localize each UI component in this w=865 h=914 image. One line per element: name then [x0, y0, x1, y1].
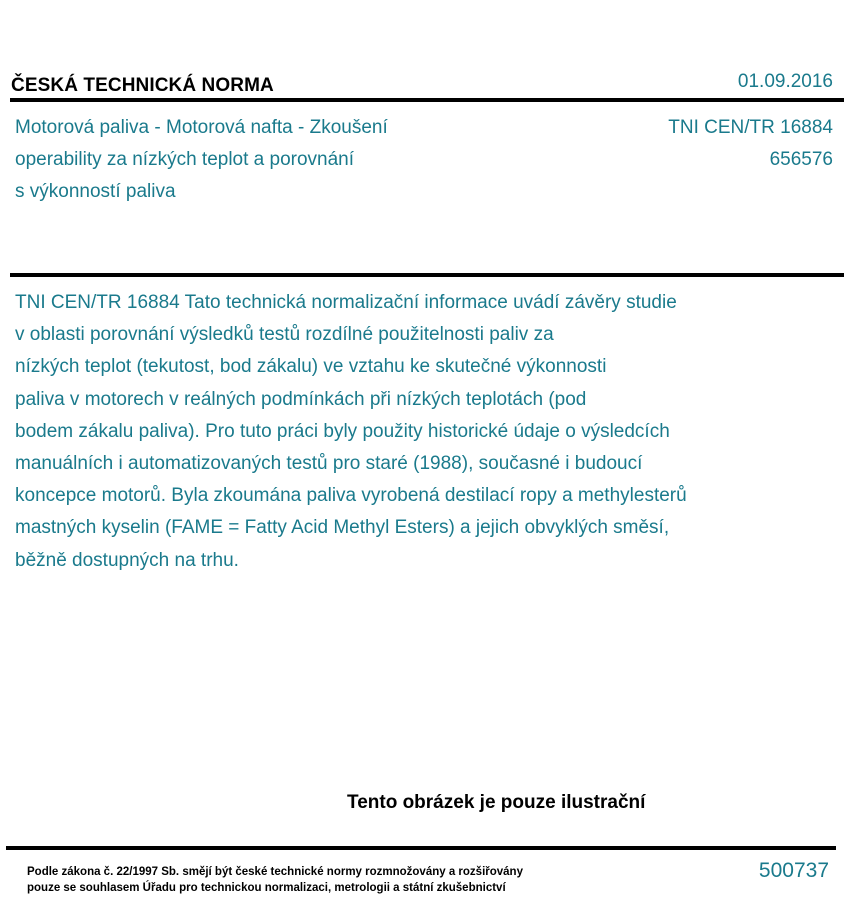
title-line-3: s výkonností paliva [15, 181, 176, 202]
section-rule [10, 273, 844, 277]
standard-designation: TNI CEN/TR 16884 [668, 117, 833, 138]
illustration-note: Tento obrázek je pouze ilustrační [347, 792, 646, 813]
footer-rule [6, 846, 836, 850]
norm-label: ČESKÁ TECHNICKÁ NORMA [11, 75, 274, 96]
footer-code: 500737 [758, 859, 829, 882]
title-line-1: Motorová paliva - Motorová nafta - Zkoušení [15, 117, 388, 138]
header-rule [10, 98, 844, 102]
publication-date: 01.09.2016 [737, 71, 833, 92]
catalog-number: 656576 [769, 149, 833, 170]
title-line-2: operability za nízkých teplot a porovnání [15, 149, 355, 170]
footer-legal-text: Podle zákona č. 22/1997 Sb. smějí být české technické normy rozmnožovány a rozšiřovány pouze se souhlasem Úřadu pro technickou normalizaci, metrologii a státní zkušebnictví [27, 866, 523, 894]
description-text: TNI CEN/TR 16884 Tato technická normalizační informace uvádí závěry studie v oblasti porovnání výsledků testů rozdílné použitelnosti paliv za nízkých teplot (tekutost, bod zákalu) ve vztahu ke skutečné výkonnosti paliva v motorech v reálných podmínkách při nízkých teplotách (pod bodem zákalu paliva). Pro tuto práci byly použity historické údaje o výsledcích manuálních i automatizovaných testů pro staré (1988), současné i budoucí koncepce motorů. Byla zkoumána paliva vyrobená destilací ropy a methylesterů mastných kyselin (FAME = Fatty Acid Methyl Esters) a jejich obvyklých směsí, běžně dostupných na trhu. [15, 292, 687, 571]
